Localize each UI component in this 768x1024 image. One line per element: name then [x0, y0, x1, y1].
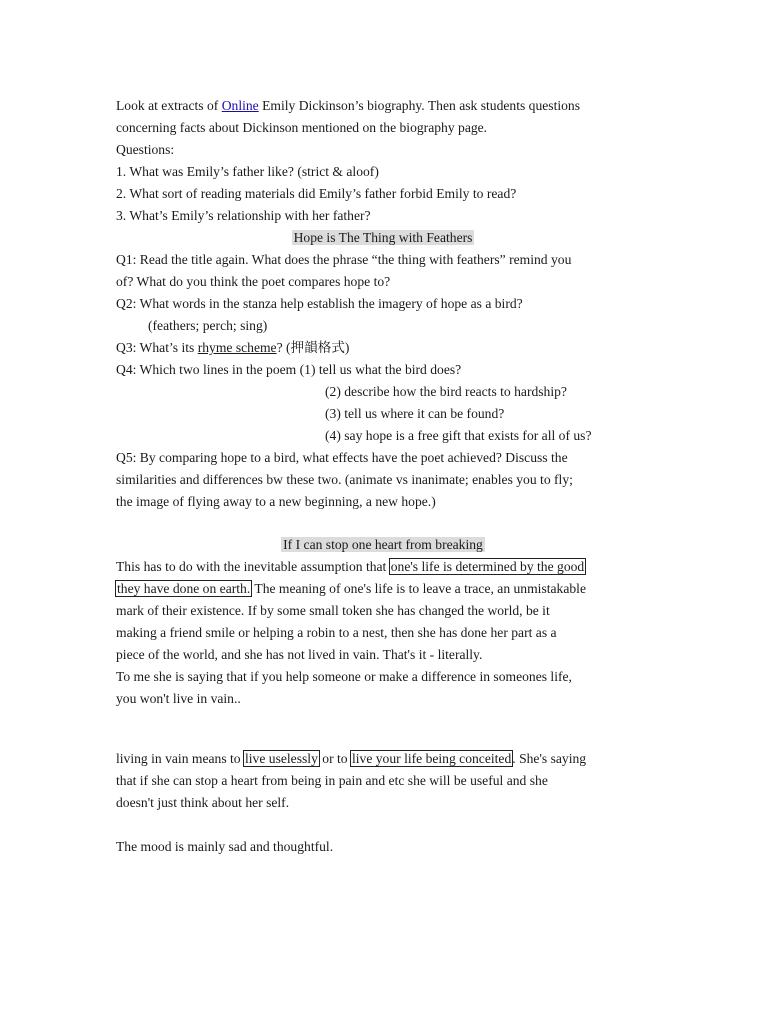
poem2-text: This has to do with the inevitable assumption that: [116, 559, 390, 574]
poem2-para3-line-3: doesn't just think about her self.: [116, 795, 290, 810]
poem1-q2-line-1: Q2: What words in the stanza help establish the imagery of hope as a bird?: [116, 296, 523, 311]
poem1-q4-line-3: (3) tell us where it can be found?: [325, 406, 505, 421]
poem1-q4-line-2: (2) describe how the bird reacts to hardship?: [325, 384, 567, 399]
intro-question-2: 2. What sort of reading materials did Emily’s father forbid Emily to read?: [116, 186, 517, 201]
intro-text: Emily Dickinson’s biography. Then ask students questions: [258, 98, 581, 113]
boxed-phrase: they have done on earth.: [117, 581, 251, 596]
poem2-para1-line-5: piece of the world, and she has not lived in vain. That's it - literally.: [116, 647, 483, 662]
questions-heading: Questions:: [116, 142, 175, 157]
poem2-para1-line-1: [116, 556, 656, 578]
poem1-title: Hope is The Thing with Feathers: [293, 230, 473, 245]
poem2-title-line: [116, 534, 650, 556]
poem1-q4-line-4: (4) say hope is a free gift that exists for all of us?: [325, 428, 592, 443]
intro-text: Look at extracts of: [116, 98, 222, 113]
intro-line-1: [116, 95, 656, 117]
poem1-q5-line-2: similarities and differences bw these two. (animate vs inanimate; enables you to fly;: [116, 472, 573, 487]
boxed-phrase: one's life is determined by the good: [390, 559, 585, 574]
rhyme-scheme-term: rhyme scheme: [197, 340, 277, 355]
poem2-title: If I can stop one heart from breaking: [283, 537, 483, 552]
poem2-para1-line-3: mark of their existence. If by some small token she has changed the world, be it: [116, 603, 550, 618]
poem2-para2-line-2: you won't live in vain..: [116, 691, 241, 706]
online-link[interactable]: Online: [221, 98, 259, 113]
intro-question-1: 1. What was Emily’s father like? (strict & aloof): [116, 164, 379, 179]
poem2-para1-line-2: [116, 578, 656, 600]
poem1-q3-text: ? (押韻格式): [276, 340, 350, 355]
poem2-text: The meaning of one's life is to leave a trace, an unmistakable: [251, 581, 586, 596]
poem1-q1-line-1: Q1: Read the title again. What does the phrase “the thing with feathers” remind you: [116, 252, 572, 267]
mood-line: The mood is mainly sad and thoughtful.: [116, 839, 334, 854]
poem2-text: . She's saying: [512, 751, 587, 766]
poem1-q2-answer: (feathers; perch; sing): [148, 318, 268, 333]
poem1-q1-line-2: of? What do you think the poet compares hope to?: [116, 274, 391, 289]
poem2-text: or to: [318, 751, 351, 766]
poem2-para3-line-1: [116, 748, 656, 770]
boxed-phrase: live your life being conceited: [351, 751, 512, 766]
poem2-para3-line-2: that if she can stop a heart from being in pain and etc she will be useful and she: [116, 773, 548, 788]
poem2-para1-line-4: making a friend smile or helping a robin to a nest, then she has done her part as a: [116, 625, 557, 640]
poem1-q3-text: Q3: What’s its: [116, 340, 198, 355]
poem1-q3-line: [116, 337, 656, 359]
boxed-phrase: live uselessly: [245, 751, 318, 766]
poem1-q4-line-1: Q4: Which two lines in the poem (1) tell us what the bird does?: [116, 362, 462, 377]
intro-line-2: concerning facts about Dickinson mentioned on the biography page.: [116, 120, 488, 135]
poem2-text: living in vain means to: [116, 751, 244, 766]
poem1-q5-line-3: the image of flying away to a new beginning, a new hope.): [116, 494, 436, 509]
poem1-q5-line-1: Q5: By comparing hope to a bird, what effects have the poet achieved? Discuss the: [116, 450, 568, 465]
poem2-para2-line-1: To me she is saying that if you help someone or make a difference in someones life,: [116, 669, 572, 684]
poem1-title-line: [116, 227, 650, 249]
intro-question-3: 3. What’s Emily’s relationship with her father?: [116, 208, 371, 223]
